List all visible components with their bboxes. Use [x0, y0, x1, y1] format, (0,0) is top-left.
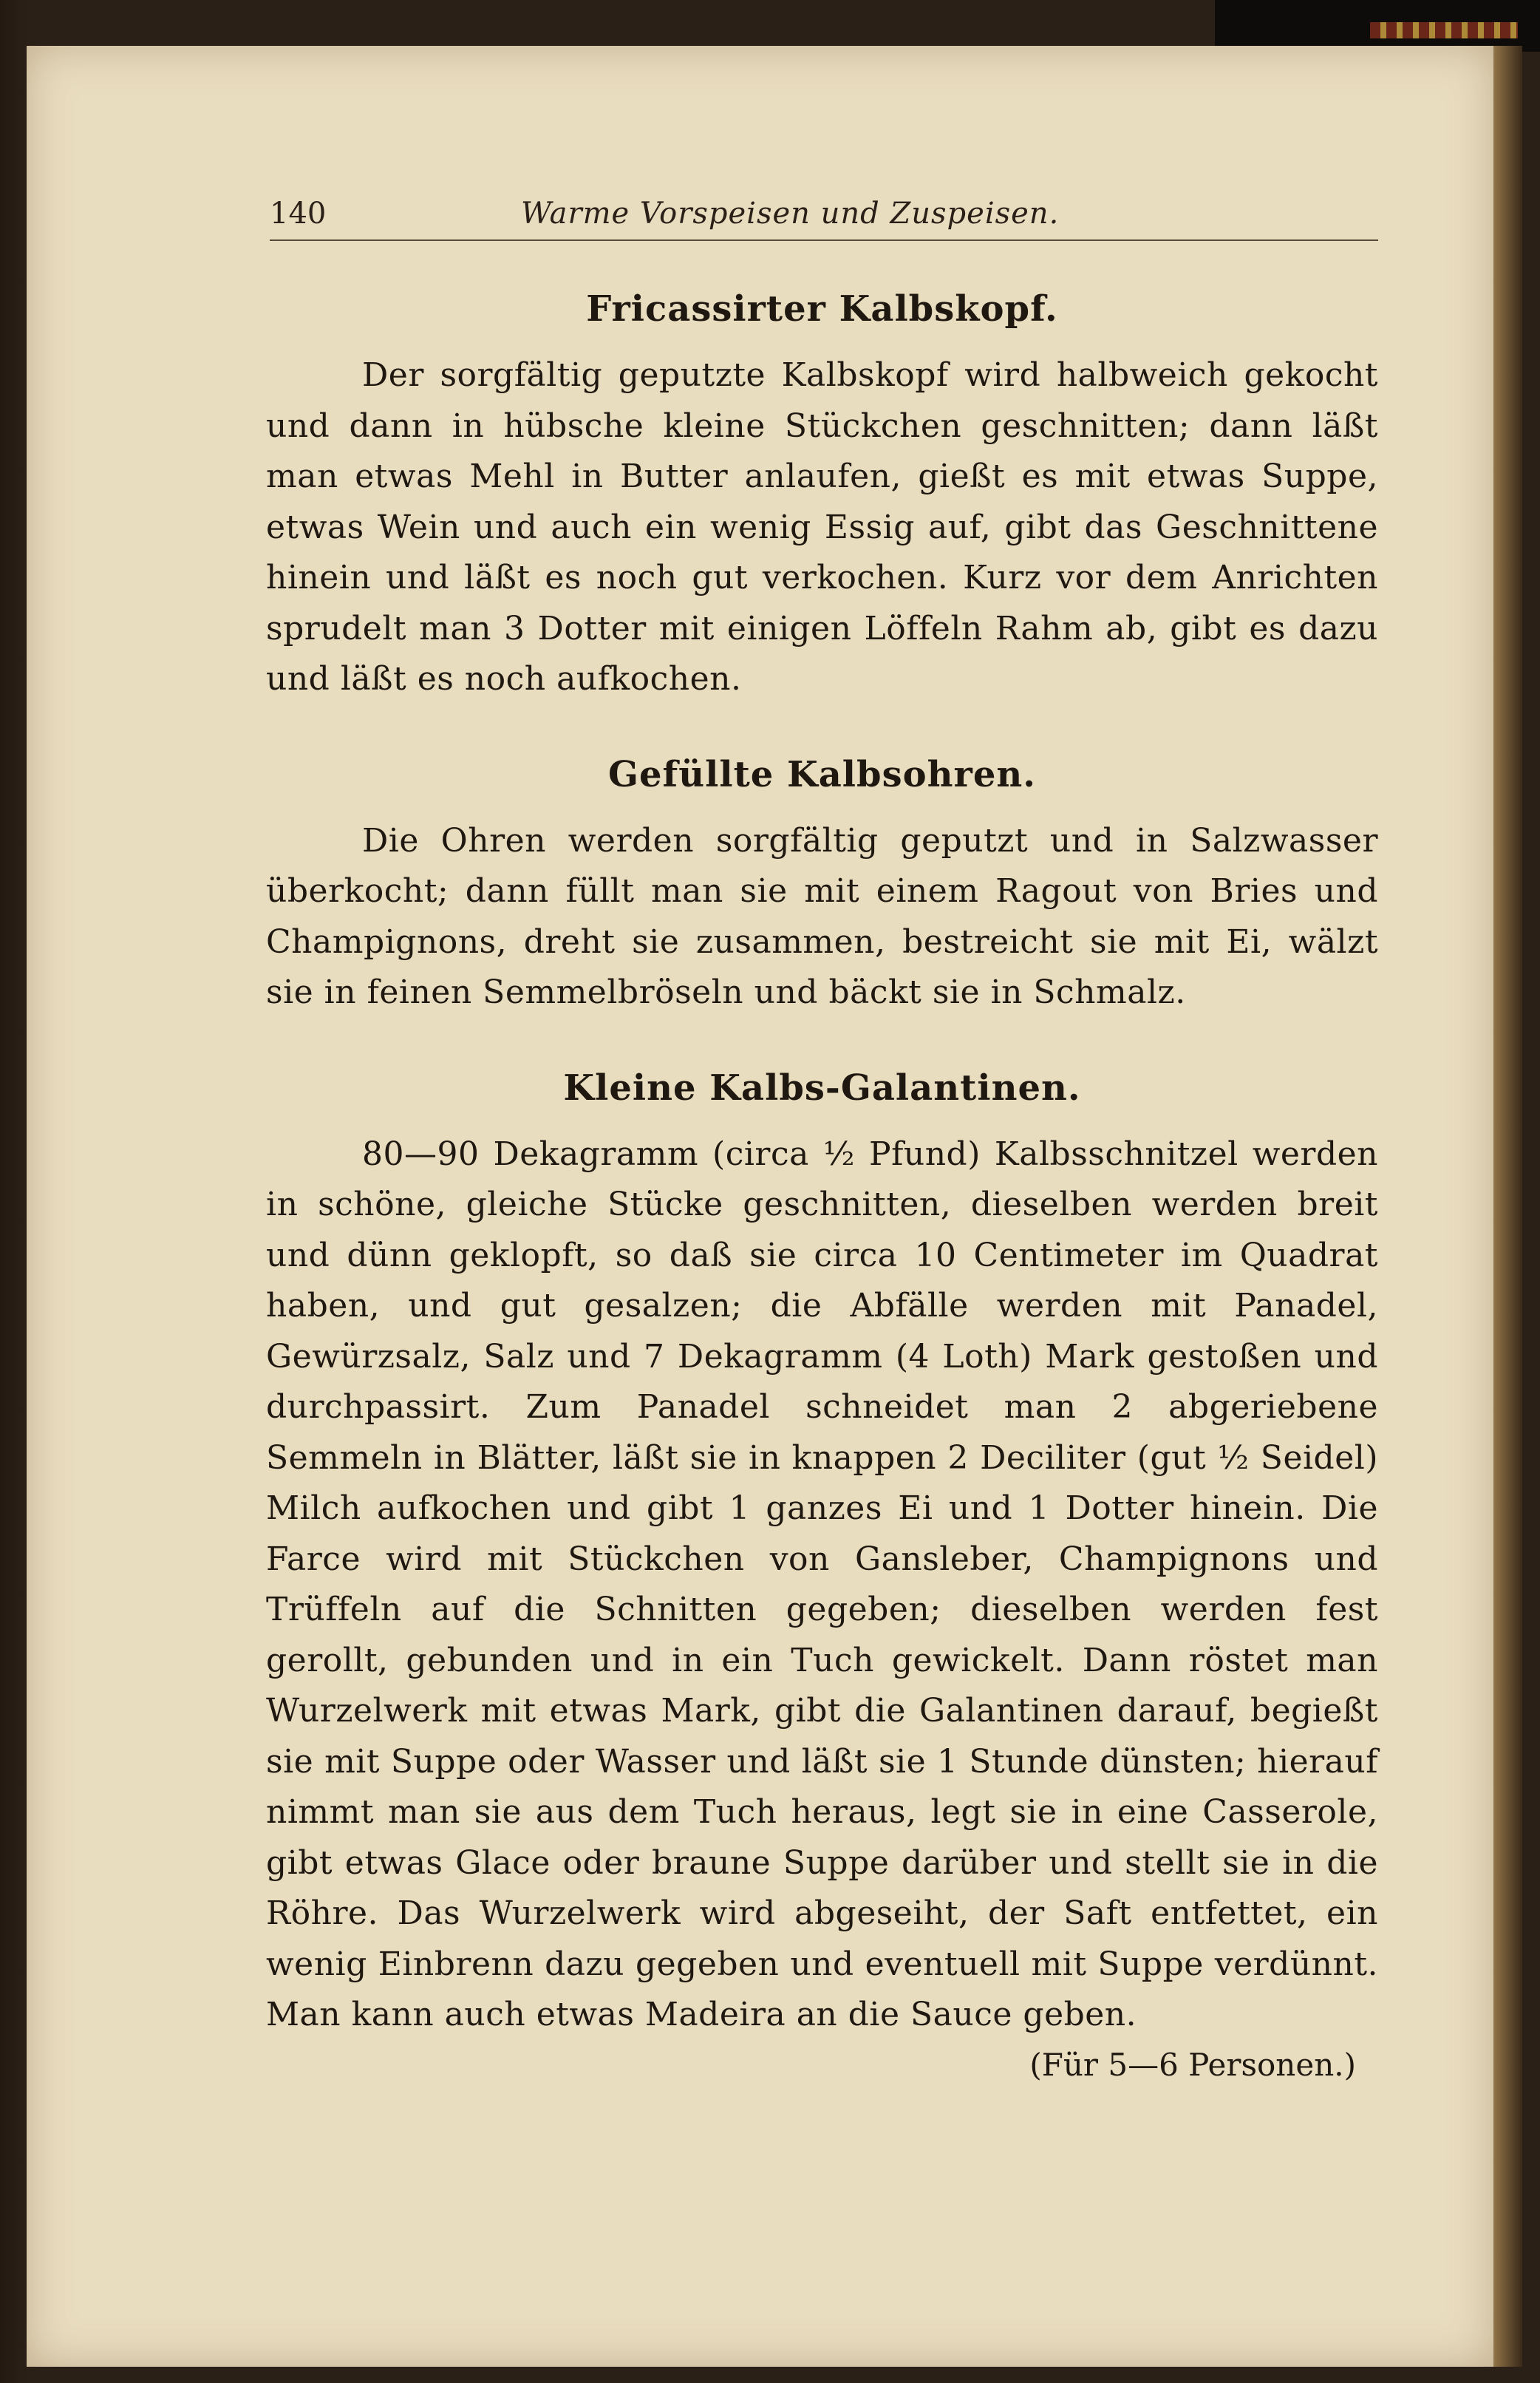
- page-content: [266, 288, 1378, 2132]
- book-edge-color-strip: [1370, 22, 1518, 38]
- recipe-section: [266, 288, 1378, 705]
- running-title: Warme Vorspeisen und Zuspeisen.: [521, 197, 1060, 231]
- page-number: 140: [270, 197, 327, 231]
- recipe-section: [266, 754, 1378, 1019]
- recipe-title: Kleine Kalbs-Galantinen.: [563, 1067, 1081, 1109]
- recipe-text: Der sorgfältig geputzte Kalbskopf wird halbweich gekocht und dann in hübsche kleine Stückchen geschnitten; dann läßt man etwas Mehl in Butter anlaufen, gießt es mit etwas Suppe, etwas Wein und auch ein wenig Essig auf, gibt das Geschnittene hinein und läßt es noch gut verkochen. Kurz vor dem Anrichten sprudelt man 3 Dotter mit einigen Löffeln Rahm ab, gibt es dazu und läßt es noch aufkochen.: [266, 356, 1378, 698]
- recipe-title: Gefüllte Kalbsohren.: [608, 753, 1036, 795]
- page-header: [270, 197, 1378, 241]
- recipe-section: [266, 1067, 1378, 2083]
- recipe-text: 80—90 Dekagramm (circa ½ Pfund) Kalbsschnitzel werden in schöne, gleiche Stücke geschnitten, dieselben werden breit und dünn geklopft, so daß sie circa 10 Centimeter im Quadrat haben, und gut gesalzen; die Abfälle werden mit Panadel, Gewürzsalz, Salz und 7 Dekagramm (4 Loth) Mark gestoßen und durchpassirt. Zum Panadel schneidet man 2 abgeriebene Semmeln in Blätter, läßt sie in knappen 2 Deciliter (gut ½ Seidel) Milch aufkochen und gibt 1 ganzes Ei und 1 Dotter hinein. Die Farce wird mit Stückchen von Gansleber, Champignons und Trüffeln auf die Schnitten gegeben; dieselben werden fest gerollt, gebunden und in ein Tuch gewickelt. Dann röstet man Wurzelwerk mit etwas Mark, gibt die Galantinen darauf, begießt sie mit Suppe oder Wasser und läßt sie 1 Stunde dünsten; hierauf nimmt man sie aus dem Tuch heraus, legt sie in eine Casserole, gibt etwas Glace oder braune Suppe darüber und stellt sie in die Röhre. Das Wurzelwerk wird abgeseiht, der Saft entfettet, ein wenig Einbrenn dazu gegeben und eventuell mit Suppe verdünnt. Man kann auch etwas Madeira an die Sauce geben.: [266, 1135, 1378, 2033]
- recipe-text: Die Ohren werden sorgfältig geputzt und in Salzwasser überkocht; dann füllt man sie mit einem Ragout von Bries und Champignons, dreht sie zusammen, bestreicht sie mit Ei, wälzt sie in feinen Semmelbröseln und bäckt sie in Schmalz.: [266, 821, 1378, 1011]
- recipe-title: Fricassirter Kalbskopf.: [586, 288, 1058, 330]
- servings-note: (Für 5—6 Personen.): [1029, 2046, 1356, 2083]
